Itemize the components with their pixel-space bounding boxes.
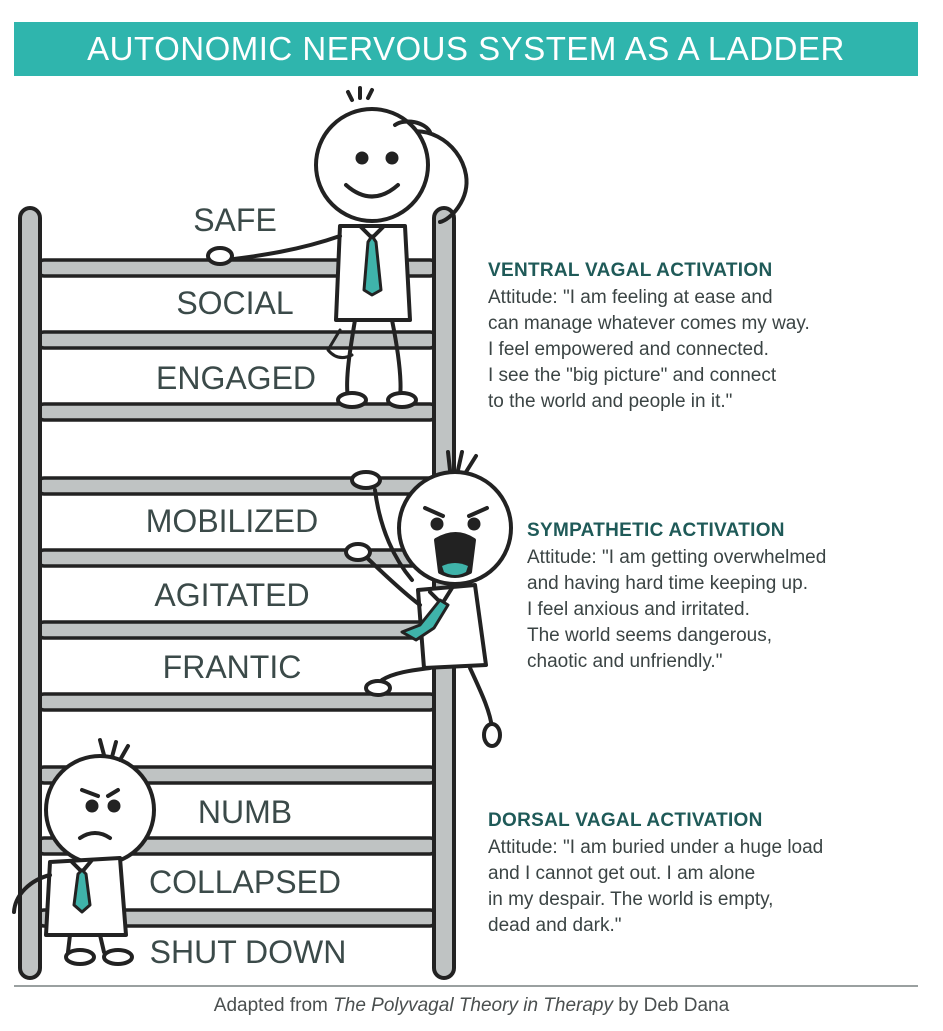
- ventral-panel: [488, 260, 908, 415]
- state-label-engaged: ENGAGED: [155, 360, 317, 396]
- ladder-rung: [38, 622, 436, 638]
- ladder-rung: [38, 550, 436, 566]
- dorsal-panel-line: and I cannot get out. I am alone: [488, 863, 756, 884]
- footer-divider: [14, 985, 918, 987]
- sympathetic-panel-line: I feel anxious and irritated.: [527, 599, 750, 620]
- page-title: AUTONOMIC NERVOUS SYSTEM AS A LADDER: [87, 30, 845, 67]
- sympathetic-panel-line: and having hard time keeping up.: [527, 573, 808, 594]
- ventral-panel-line: to the world and people in it.": [488, 391, 733, 412]
- state-label-frantic: FRANTIC: [162, 649, 302, 685]
- ventral-panel-line: can manage whatever comes my way.: [488, 313, 810, 334]
- ladder-left-rail: [20, 208, 40, 978]
- state-label-shut-down: SHUT DOWN: [149, 934, 347, 970]
- ventral-panel-line: Attitude: "I am feeling at ease and: [488, 287, 773, 308]
- sympathetic-panel-title: SYMPATHETIC ACTIVATION: [527, 520, 785, 541]
- sympathetic-panel: [527, 520, 943, 675]
- footer-book-title: The Polyvagal Theory in Therapy: [333, 995, 614, 1016]
- sympathetic-panel-line: The world seems dangerous,: [527, 625, 773, 646]
- footer-prefix: Adapted from: [213, 995, 334, 1016]
- state-label-safe: SAFE: [193, 202, 277, 238]
- footer-credit: [0, 995, 943, 1017]
- dorsal-panel-title: DORSAL VAGAL ACTIVATION: [488, 810, 763, 831]
- ladder-rung: [38, 404, 436, 420]
- ventral-panel-line: I see the "big picture" and connect: [488, 365, 777, 386]
- dorsal-panel-line: dead and dark.": [488, 915, 622, 936]
- state-label-mobilized: MOBILIZED: [145, 503, 319, 539]
- state-label-agitated: AGITATED: [154, 577, 310, 613]
- dorsal-panel: [488, 810, 908, 939]
- ventral-panel-title: VENTRAL VAGAL ACTIVATION: [488, 260, 773, 281]
- ventral-panel-line: I feel empowered and connected.: [488, 339, 769, 360]
- state-label-collapsed: COLLAPSED: [148, 864, 342, 900]
- state-label-numb: NUMB: [197, 794, 293, 830]
- ladder-rung: [38, 332, 436, 348]
- state-label-social: SOCIAL: [176, 285, 294, 321]
- dorsal-panel-line: in my despair. The world is empty,: [488, 889, 774, 910]
- dorsal-panel-line: Attitude: "I am buried under a huge load: [488, 837, 824, 858]
- footer-suffix: by Deb Dana: [613, 995, 730, 1016]
- sympathetic-panel-line: Attitude: "I am getting overwhelmed: [527, 547, 827, 568]
- sympathetic-panel-line: chaotic and unfriendly.": [527, 651, 723, 672]
